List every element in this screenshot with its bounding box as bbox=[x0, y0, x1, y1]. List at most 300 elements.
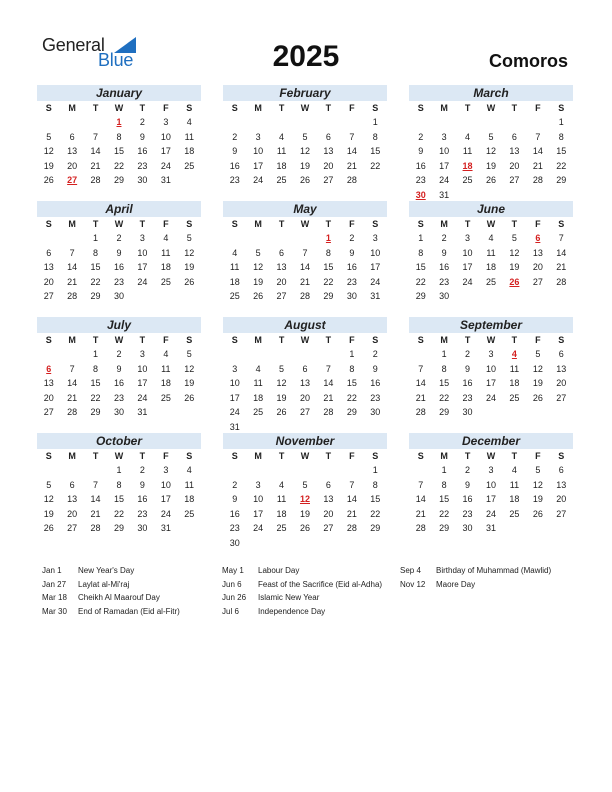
day-cell: 14 bbox=[556, 247, 567, 258]
day-cell: 9 bbox=[465, 479, 471, 490]
day-cell: 13 bbox=[532, 247, 543, 258]
day-cell: 17 bbox=[253, 508, 264, 519]
day-cell: 27 bbox=[323, 175, 334, 185]
day-cell: 26 bbox=[485, 175, 496, 185]
day-cell: 2 bbox=[139, 465, 145, 475]
day-cell: 22 bbox=[90, 392, 101, 403]
holiday-day: 27 bbox=[67, 175, 78, 185]
day-cell: 1 bbox=[558, 117, 564, 127]
day-cell: 5 bbox=[302, 479, 308, 490]
holiday-day: 26 bbox=[509, 276, 520, 287]
day-cell: 25 bbox=[485, 276, 496, 287]
day-cell: 29 bbox=[90, 407, 101, 417]
day-cell: 6 bbox=[558, 465, 564, 475]
day-cell: 25 bbox=[276, 175, 287, 185]
weekday-label: S bbox=[417, 103, 424, 113]
day-cell: 29 bbox=[370, 523, 381, 533]
day-cell: 2 bbox=[441, 233, 447, 243]
month-title: January bbox=[37, 85, 201, 101]
day-cell: 22 bbox=[113, 160, 124, 171]
day-cell: 26 bbox=[276, 407, 287, 417]
day-cell: 17 bbox=[160, 494, 171, 504]
day-cell: 25 bbox=[462, 175, 473, 185]
holiday-day: 4 bbox=[511, 349, 517, 359]
weekday-label: F bbox=[349, 219, 355, 229]
day-grid bbox=[223, 463, 387, 550]
day-cell: 10 bbox=[229, 378, 240, 388]
year-title: 2025 bbox=[272, 40, 340, 73]
empty-cell bbox=[409, 115, 432, 130]
weekday-label: S bbox=[372, 335, 379, 345]
weekday-label: W bbox=[114, 219, 124, 229]
weekday-label: M bbox=[440, 219, 448, 229]
weekday-label: T bbox=[278, 335, 285, 345]
day-cell: 12 bbox=[43, 146, 54, 156]
month-title: September bbox=[409, 317, 573, 333]
empty-cell bbox=[270, 231, 293, 246]
day-cell: 23 bbox=[370, 392, 381, 403]
day-cell: 25 bbox=[253, 407, 264, 417]
month-january bbox=[37, 85, 201, 188]
day-cell: 28 bbox=[90, 175, 101, 185]
weekday-label: S bbox=[558, 219, 565, 229]
day-cell: 10 bbox=[253, 146, 264, 156]
day-cell: 24 bbox=[439, 175, 450, 185]
day-cell: 15 bbox=[370, 146, 381, 156]
day-cell: 16 bbox=[415, 160, 426, 171]
empty-cell bbox=[246, 115, 269, 130]
day-cell: 8 bbox=[372, 131, 378, 142]
day-cell: 18 bbox=[160, 378, 171, 388]
day-cell: 2 bbox=[139, 117, 145, 127]
day-cell: 5 bbox=[302, 131, 308, 142]
day-cell: 11 bbox=[276, 146, 287, 156]
day-cell: 19 bbox=[184, 378, 195, 388]
empty-cell bbox=[37, 231, 60, 246]
holiday-name: Islamic New Year bbox=[258, 593, 320, 602]
weekday-label: T bbox=[92, 335, 99, 345]
day-cell: 16 bbox=[137, 146, 148, 156]
empty-cell bbox=[317, 347, 340, 362]
day-cell: 14 bbox=[323, 378, 334, 388]
empty-cell bbox=[526, 115, 549, 130]
day-cell: 29 bbox=[415, 291, 426, 301]
day-cell: 17 bbox=[137, 262, 148, 272]
day-cell: 7 bbox=[418, 479, 424, 490]
day-cell: 7 bbox=[93, 479, 99, 490]
day-cell: 11 bbox=[276, 494, 287, 504]
weekday-label: S bbox=[186, 219, 193, 229]
empty-cell bbox=[409, 347, 432, 362]
day-cell: 11 bbox=[230, 262, 240, 272]
day-cell: 23 bbox=[462, 392, 473, 403]
day-cell: 7 bbox=[558, 233, 564, 243]
day-cell: 11 bbox=[509, 479, 520, 490]
day-cell: 22 bbox=[415, 276, 426, 287]
holiday-name: End of Ramadan (Eid al-Fitr) bbox=[78, 606, 180, 616]
day-cell: 20 bbox=[43, 392, 54, 403]
day-cell: 21 bbox=[415, 392, 426, 403]
month-title: July bbox=[37, 317, 201, 333]
weekday-label: T bbox=[92, 451, 99, 461]
weekday-header bbox=[223, 217, 387, 231]
weekday-label: S bbox=[45, 219, 52, 229]
day-cell: 9 bbox=[139, 131, 145, 142]
day-cell: 17 bbox=[370, 262, 381, 272]
day-cell: 12 bbox=[276, 378, 287, 388]
weekday-label: T bbox=[511, 219, 518, 229]
weekday-header bbox=[223, 449, 387, 463]
holiday-item bbox=[222, 564, 382, 578]
day-cell: 28 bbox=[556, 276, 567, 287]
weekday-label: T bbox=[464, 219, 471, 229]
day-cell: 5 bbox=[535, 465, 541, 475]
day-cell: 12 bbox=[43, 494, 54, 504]
day-cell: 26 bbox=[299, 175, 310, 185]
day-cell: 7 bbox=[418, 363, 424, 374]
day-cell: 6 bbox=[279, 247, 285, 258]
weekday-label: W bbox=[114, 335, 124, 345]
day-cell: 13 bbox=[556, 479, 567, 490]
day-cell: 1 bbox=[349, 349, 355, 359]
day-cell: 17 bbox=[137, 378, 148, 388]
month-title: December bbox=[409, 433, 573, 449]
empty-cell bbox=[84, 115, 107, 130]
day-cell: 28 bbox=[90, 523, 101, 533]
day-cell: 16 bbox=[137, 494, 148, 504]
day-cell: 26 bbox=[43, 175, 54, 185]
day-cell: 24 bbox=[229, 407, 240, 417]
holiday-date: Jun 6 bbox=[222, 579, 242, 589]
day-cell: 18 bbox=[253, 392, 264, 403]
day-cell: 29 bbox=[439, 407, 450, 417]
day-cell: 12 bbox=[485, 146, 496, 156]
day-cell: 10 bbox=[160, 479, 171, 490]
day-cell: 13 bbox=[43, 262, 54, 272]
weekday-label: T bbox=[278, 219, 285, 229]
month-december bbox=[409, 433, 573, 536]
day-cell: 13 bbox=[67, 146, 78, 156]
day-grid bbox=[37, 115, 201, 188]
day-cell: 3 bbox=[488, 465, 494, 475]
empty-cell bbox=[293, 115, 316, 130]
empty-cell bbox=[60, 115, 83, 130]
holiday-date: Jul 6 bbox=[222, 606, 239, 616]
month-june bbox=[409, 201, 573, 304]
day-cell: 25 bbox=[184, 160, 195, 171]
weekday-label: T bbox=[464, 335, 471, 345]
day-cell: 7 bbox=[302, 247, 308, 258]
day-cell: 11 bbox=[184, 479, 194, 490]
weekday-label: S bbox=[231, 103, 238, 113]
day-cell: 6 bbox=[511, 131, 517, 142]
day-cell: 12 bbox=[299, 146, 310, 156]
weekday-header bbox=[223, 333, 387, 347]
day-cell: 19 bbox=[532, 378, 543, 388]
weekday-label: M bbox=[440, 335, 448, 345]
empty-cell bbox=[317, 115, 340, 130]
empty-cell bbox=[340, 463, 363, 478]
day-cell: 29 bbox=[113, 523, 124, 533]
month-november bbox=[223, 433, 387, 550]
day-cell: 24 bbox=[253, 175, 264, 185]
day-cell: 29 bbox=[346, 407, 357, 417]
day-cell: 19 bbox=[485, 160, 496, 171]
day-cell: 17 bbox=[462, 262, 473, 272]
weekday-label: M bbox=[68, 103, 76, 113]
weekday-label: M bbox=[68, 451, 76, 461]
day-cell: 24 bbox=[462, 276, 473, 287]
holiday-name: Independence Day bbox=[258, 606, 326, 616]
empty-cell bbox=[293, 231, 316, 246]
day-cell: 25 bbox=[184, 508, 195, 519]
day-cell: 23 bbox=[137, 508, 148, 519]
day-cell: 25 bbox=[509, 392, 520, 403]
day-cell: 14 bbox=[90, 494, 101, 504]
weekday-label: W bbox=[486, 219, 496, 229]
day-cell: 27 bbox=[67, 523, 78, 533]
empty-cell bbox=[37, 463, 60, 478]
day-cell: 24 bbox=[253, 523, 264, 533]
day-cell: 10 bbox=[137, 247, 148, 258]
weekday-label: W bbox=[300, 451, 310, 461]
day-cell: 26 bbox=[299, 523, 310, 533]
day-cell: 30 bbox=[462, 523, 473, 533]
holiday-name: Maore Day bbox=[436, 579, 476, 589]
day-cell: 1 bbox=[93, 233, 99, 243]
day-cell: 28 bbox=[415, 407, 426, 417]
weekday-header bbox=[409, 101, 573, 115]
day-grid bbox=[223, 347, 387, 434]
day-cell: 12 bbox=[532, 479, 543, 490]
day-cell: 4 bbox=[163, 233, 169, 243]
day-cell: 22 bbox=[370, 160, 381, 171]
holiday-item bbox=[400, 564, 551, 578]
month-march bbox=[409, 85, 573, 202]
day-cell: 14 bbox=[67, 378, 78, 388]
day-cell: 16 bbox=[462, 378, 473, 388]
day-cell: 3 bbox=[163, 117, 169, 127]
holiday-day: 6 bbox=[46, 363, 52, 374]
weekday-label: S bbox=[186, 335, 193, 345]
weekday-label: F bbox=[163, 219, 169, 229]
day-cell: 18 bbox=[229, 276, 240, 287]
day-cell: 13 bbox=[67, 494, 78, 504]
holiday-column bbox=[42, 564, 180, 618]
day-cell: 24 bbox=[485, 508, 496, 519]
day-cell: 19 bbox=[184, 262, 195, 272]
day-cell: 24 bbox=[485, 392, 496, 403]
month-title: November bbox=[223, 433, 387, 449]
day-cell: 9 bbox=[232, 494, 238, 504]
weekday-label: S bbox=[417, 335, 424, 345]
logo-general-text: General bbox=[42, 35, 105, 55]
day-cell: 10 bbox=[370, 247, 381, 258]
day-cell: 3 bbox=[441, 131, 447, 142]
weekday-label: T bbox=[92, 219, 99, 229]
day-cell: 21 bbox=[90, 160, 101, 171]
day-cell: 7 bbox=[325, 363, 331, 374]
day-cell: 28 bbox=[346, 523, 357, 533]
weekday-label: T bbox=[511, 335, 518, 345]
day-cell: 20 bbox=[509, 160, 520, 171]
empty-cell bbox=[456, 115, 479, 130]
day-cell: 9 bbox=[116, 363, 122, 374]
day-cell: 17 bbox=[485, 378, 496, 388]
day-cell: 11 bbox=[161, 363, 171, 374]
day-cell: 21 bbox=[90, 508, 101, 519]
day-cell: 8 bbox=[372, 479, 378, 490]
day-cell: 27 bbox=[299, 407, 310, 417]
day-cell: 16 bbox=[229, 508, 240, 519]
day-cell: 20 bbox=[323, 508, 334, 519]
holiday-date: Jan 27 bbox=[42, 579, 67, 589]
holiday-item bbox=[400, 578, 551, 592]
day-cell: 7 bbox=[349, 131, 355, 142]
holiday-item bbox=[42, 591, 180, 605]
holiday-item bbox=[42, 564, 180, 578]
day-cell: 15 bbox=[323, 262, 334, 272]
day-cell: 17 bbox=[253, 160, 264, 171]
day-cell: 15 bbox=[90, 378, 101, 388]
weekday-label: F bbox=[349, 451, 355, 461]
day-cell: 4 bbox=[488, 233, 494, 243]
day-cell: 2 bbox=[465, 349, 471, 359]
weekday-label: M bbox=[440, 451, 448, 461]
weekday-header bbox=[409, 333, 573, 347]
month-title: February bbox=[223, 85, 387, 101]
day-cell: 23 bbox=[229, 175, 240, 185]
day-cell: 25 bbox=[509, 508, 520, 519]
day-cell: 28 bbox=[532, 175, 543, 185]
day-cell: 26 bbox=[184, 392, 195, 403]
day-cell: 13 bbox=[323, 146, 334, 156]
weekday-label: T bbox=[511, 451, 518, 461]
weekday-label: F bbox=[535, 335, 541, 345]
day-cell: 30 bbox=[346, 291, 357, 301]
day-cell: 20 bbox=[276, 276, 287, 287]
empty-cell bbox=[270, 115, 293, 130]
day-cell: 1 bbox=[372, 465, 378, 475]
day-cell: 20 bbox=[67, 508, 78, 519]
weekday-label: S bbox=[558, 451, 565, 461]
month-title: May bbox=[223, 201, 387, 217]
day-cell: 24 bbox=[160, 160, 171, 171]
empty-cell bbox=[293, 463, 316, 478]
day-cell: 25 bbox=[160, 276, 171, 287]
weekday-label: T bbox=[325, 103, 332, 113]
day-cell: 18 bbox=[184, 146, 195, 156]
month-title: October bbox=[37, 433, 201, 449]
weekday-label: W bbox=[486, 335, 496, 345]
day-grid bbox=[409, 463, 573, 536]
day-cell: 17 bbox=[229, 392, 240, 403]
day-cell: 17 bbox=[439, 160, 450, 171]
day-cell: 26 bbox=[43, 523, 54, 533]
weekday-header bbox=[37, 449, 201, 463]
day-cell: 31 bbox=[229, 421, 240, 432]
day-cell: 16 bbox=[113, 262, 124, 272]
month-april bbox=[37, 201, 201, 304]
day-cell: 9 bbox=[139, 479, 145, 490]
day-cell: 10 bbox=[485, 479, 496, 490]
day-cell: 20 bbox=[299, 392, 310, 403]
empty-cell bbox=[37, 115, 60, 130]
day-cell: 8 bbox=[349, 363, 355, 374]
weekday-label: T bbox=[325, 219, 332, 229]
weekday-label: T bbox=[139, 451, 146, 461]
header bbox=[0, 0, 612, 80]
weekday-label: T bbox=[325, 451, 332, 461]
day-grid bbox=[223, 231, 387, 304]
day-cell: 6 bbox=[302, 363, 308, 374]
holiday-column bbox=[222, 564, 382, 618]
day-cell: 5 bbox=[46, 479, 52, 490]
day-cell: 18 bbox=[509, 378, 520, 388]
weekday-label: T bbox=[92, 103, 99, 113]
day-cell: 16 bbox=[462, 494, 473, 504]
day-cell: 30 bbox=[137, 523, 148, 533]
weekday-label: S bbox=[372, 451, 379, 461]
day-cell: 8 bbox=[441, 479, 447, 490]
day-cell: 5 bbox=[279, 363, 285, 374]
day-cell: 2 bbox=[116, 233, 122, 243]
day-cell: 14 bbox=[346, 146, 357, 156]
day-cell: 5 bbox=[488, 131, 494, 142]
weekday-label: S bbox=[558, 335, 565, 345]
day-cell: 29 bbox=[439, 523, 450, 533]
day-cell: 4 bbox=[163, 349, 169, 359]
day-cell: 3 bbox=[465, 233, 471, 243]
day-cell: 28 bbox=[415, 523, 426, 533]
day-cell: 14 bbox=[346, 494, 357, 504]
day-cell: 27 bbox=[276, 291, 287, 301]
day-cell: 4 bbox=[186, 465, 192, 475]
day-cell: 2 bbox=[349, 233, 355, 243]
day-cell: 5 bbox=[511, 233, 517, 243]
weekday-label: M bbox=[68, 219, 76, 229]
day-cell: 24 bbox=[160, 508, 171, 519]
day-cell: 28 bbox=[346, 175, 357, 185]
day-cell: 20 bbox=[556, 494, 567, 504]
weekday-label: T bbox=[278, 451, 285, 461]
weekday-header bbox=[37, 217, 201, 231]
day-cell: 11 bbox=[253, 378, 263, 388]
day-cell: 5 bbox=[535, 349, 541, 359]
day-cell: 24 bbox=[370, 276, 381, 287]
weekday-label: F bbox=[163, 103, 169, 113]
day-cell: 14 bbox=[532, 146, 543, 156]
day-cell: 16 bbox=[346, 262, 357, 272]
day-cell: 8 bbox=[116, 131, 122, 142]
holiday-date: Sep 4 bbox=[400, 566, 421, 575]
day-cell: 18 bbox=[184, 494, 195, 504]
day-cell: 27 bbox=[509, 175, 520, 185]
weekday-label: F bbox=[163, 451, 169, 461]
day-cell: 2 bbox=[232, 479, 238, 490]
day-cell: 19 bbox=[43, 160, 54, 171]
weekday-label: W bbox=[300, 103, 310, 113]
weekday-label: S bbox=[558, 103, 565, 113]
holiday-item bbox=[222, 591, 382, 605]
weekday-label: F bbox=[535, 219, 541, 229]
empty-cell bbox=[409, 463, 432, 478]
day-cell: 22 bbox=[90, 276, 101, 287]
holiday-name: New Year's Day bbox=[78, 566, 135, 575]
weekday-label: T bbox=[139, 103, 146, 113]
day-grid bbox=[223, 115, 387, 188]
empty-cell bbox=[84, 463, 107, 478]
